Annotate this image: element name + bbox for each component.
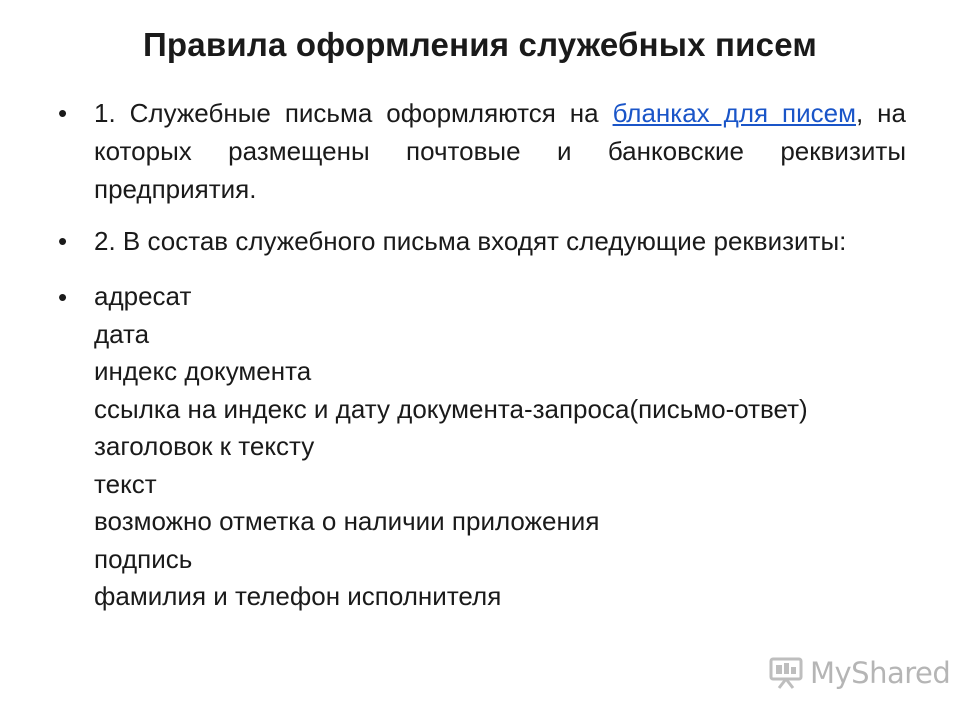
requisite-line: ссылка на индекс и дату документа-запроса(письмо-ответ): [94, 393, 808, 424]
bullet-icon: •: [58, 98, 68, 128]
requisite-line: заголовок к тексту: [94, 431, 315, 461]
requisite-line: дата: [94, 318, 150, 349]
requisite-line: индекс документа: [94, 356, 312, 386]
list-item: [58, 222, 906, 260]
watermark-text: MyShared: [810, 656, 951, 690]
bullet-list: [58, 94, 906, 630]
page-title: Правила оформления служебных писем: [143, 26, 817, 63]
requisite-line: фамилия и телефон исполнителя: [94, 581, 502, 611]
list-item: [58, 278, 906, 616]
requisite-line: возможно отметка о наличии приложения: [94, 506, 600, 536]
item-text: 2. В состав служебного письма входят следующие реквизиты:: [94, 226, 847, 256]
requisite-line: адресат: [94, 281, 192, 311]
bullet-icon: •: [58, 282, 68, 312]
list-item: [58, 94, 906, 208]
presentation-board-icon: [768, 656, 804, 690]
requisite-line: текст: [94, 468, 157, 499]
bullet-icon: •: [58, 226, 68, 256]
item-text-before: 1. Служебные письма оформляются на: [94, 98, 613, 128]
letterhead-link[interactable]: бланках для писем: [612, 98, 856, 128]
watermark-logo: [768, 656, 950, 690]
item-text-after: , на которых размещены почтовые и банковские реквизиты предприятия.: [94, 98, 906, 204]
requisite-line: подпись: [94, 543, 193, 574]
